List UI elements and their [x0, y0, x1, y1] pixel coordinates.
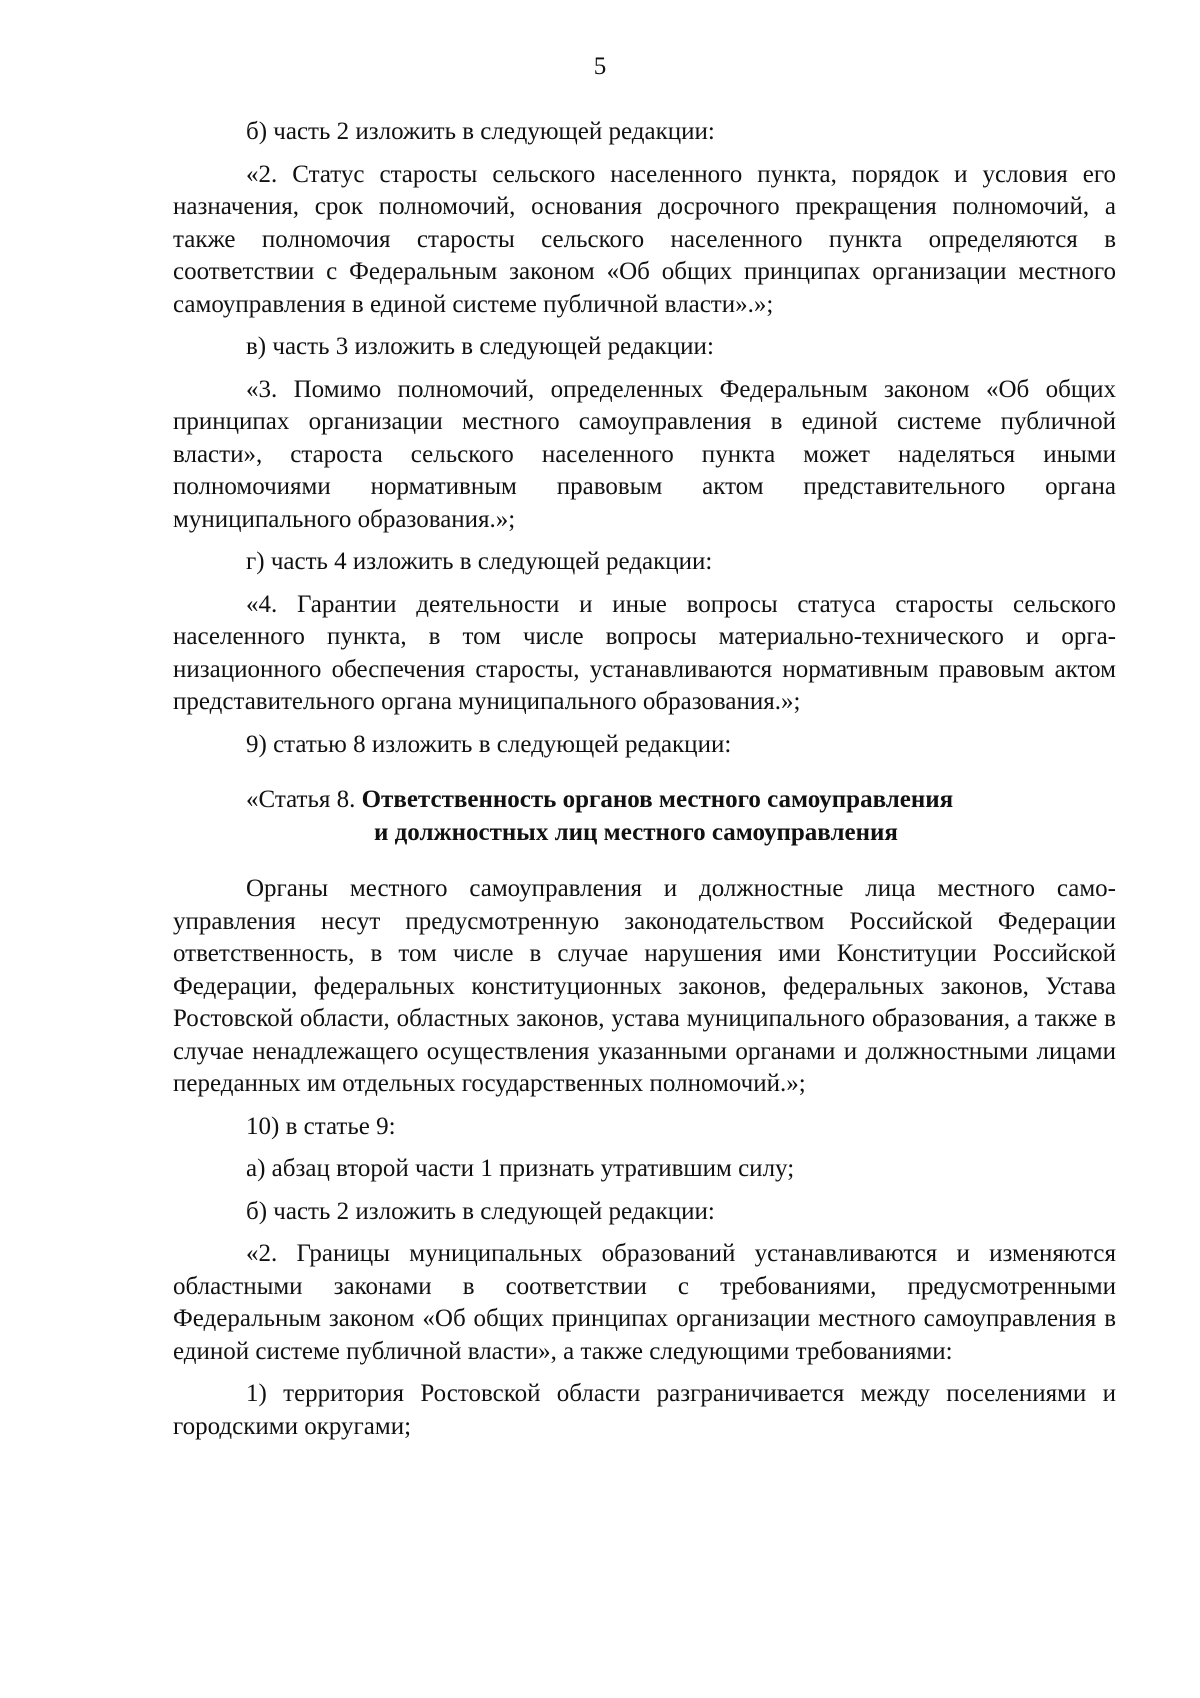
page-number: 5	[593, 53, 607, 80]
paragraph-4: «3. Помимо полномочий, определенных Федеральным законом «Об общих принципах организации местного самоуправления в единой системе публичной власти», староста сельского населенного пункта может наделяться иными полномочиями нормативным правовым актом представительного органа муниципального образования.»;	[173, 375, 1116, 533]
paragraph-6: «4. Гарантии деятельности и иные вопросы статуса старосты сельского населенного пункта, в том числе вопросы материально-технического и организационного обеспечения старосты, устанавливаются нормативным правовым актом представительного органа муниципального образования.»;	[173, 590, 1116, 715]
paragraph-2: «2. Статус старосты сельского населенного пункта, порядок и условия его назначения, срок полномочий, основания досрочного прекращения полномочий, а также полномочия старосты сельского населенного пункта определяются в соответствии с Федеральным законом «Об общих принципах организации местного самоуправления в единой системе публичной власти».»;	[173, 160, 1116, 318]
paragraph-13: 1) территория Ростовской области разграничивается между поселениями и городскими округами;	[173, 1380, 1116, 1440]
paragraph-5: г) часть 4 изложить в следующей редакции:	[246, 548, 713, 575]
paragraph-7: 9) статью 8 изложить в следующей редакции:	[246, 730, 732, 758]
article-heading	[173, 783, 1116, 849]
paragraph-3: в) часть 3 изложить в следующей редакции:	[246, 333, 714, 360]
article-heading-lead: «Статья 8.	[246, 786, 362, 813]
paragraph-1: б) часть 2 изложить в следующей редакции:	[246, 118, 715, 145]
article-heading-title-continued: и должностных лиц местного самоуправления	[374, 819, 898, 846]
paragraph-8: Органы местного самоуправления и должностные лица местного самоуправления несут предусмотренную законодательством Российской Федерации ответственность, в том числе в случае нарушения ими Конституции Российской Федерации, федеральных конституционных законов, федеральных законов, Устава Ростовской области, областных законов, устава муниципального образования, а также в случае ненадлежащего осуществления указанными органами и должностными лицами переданных им отдельных государственных полномочий.»;	[173, 875, 1116, 1097]
paragraph-11: б) часть 2 изложить в следующей редакции:	[246, 1197, 715, 1225]
paragraph-12: «2. Границы муниципальных образований устанавливаются и изменяются областными законами в соответствии с требованиями, предусмотренными Федеральным законом «Об общих принципах организации местного самоуправления в единой системе публичной власти», а также следующими требованиями:	[173, 1240, 1116, 1365]
paragraph-9: 10) в статье 9:	[246, 1112, 396, 1140]
article-heading-title: Ответственность органов местного самоуправления	[361, 786, 954, 813]
paragraph-10: а) абзац второй части 1 признать утратившим силу;	[246, 1155, 795, 1182]
document-body	[173, 116, 1116, 1443]
